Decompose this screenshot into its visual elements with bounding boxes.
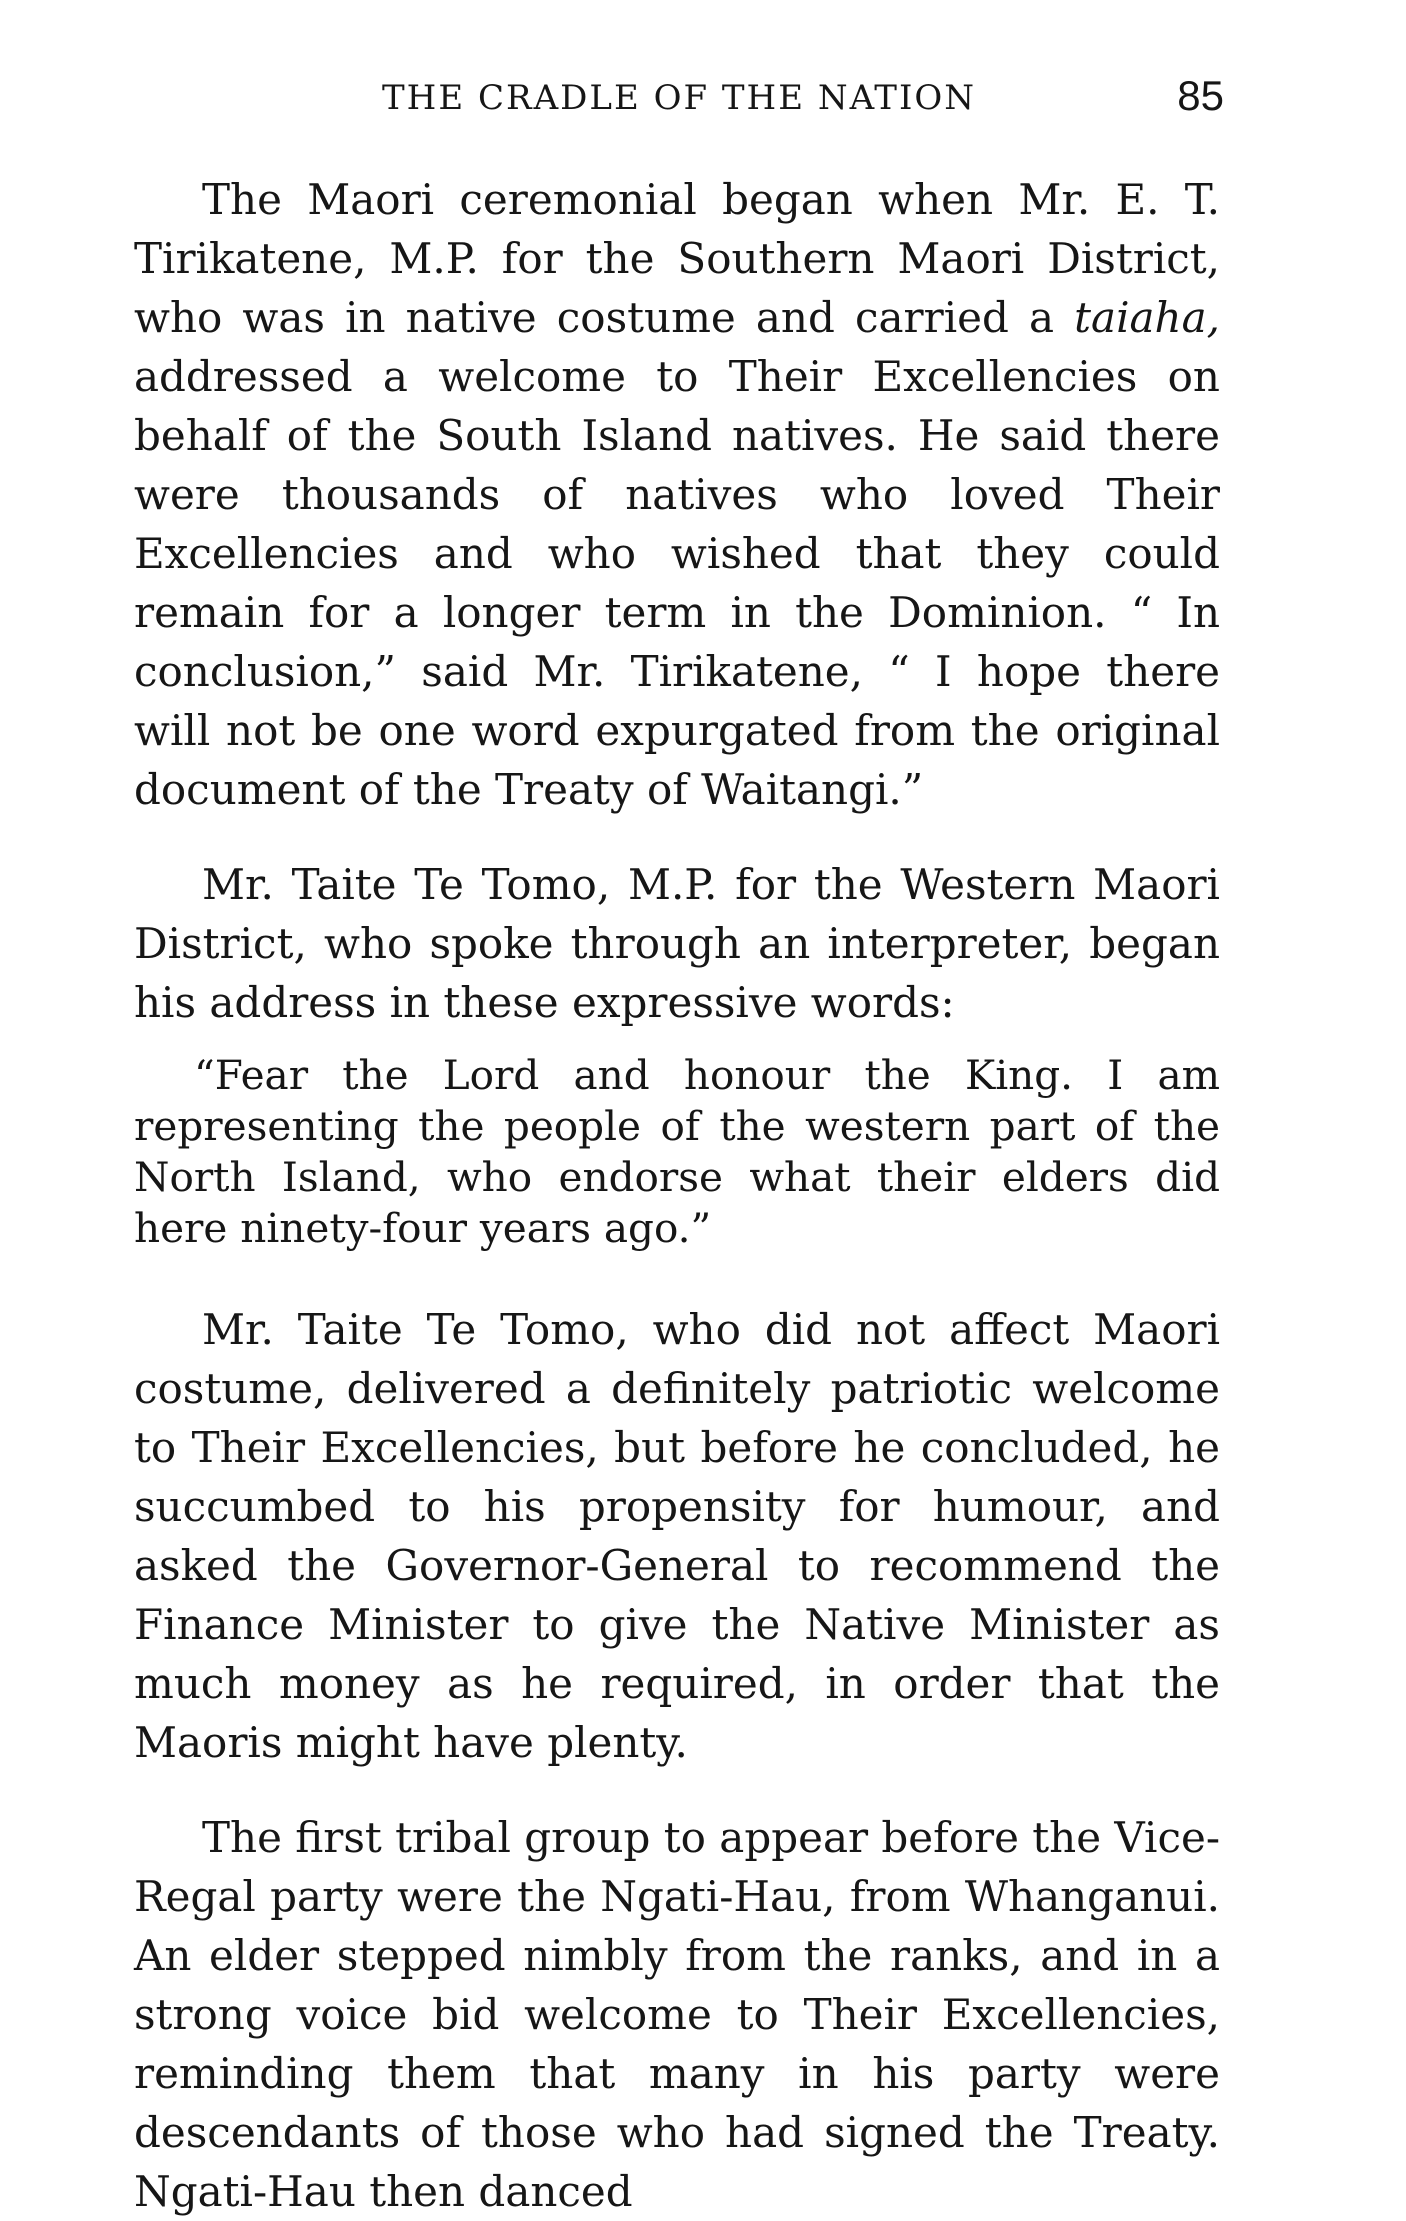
body-text xyxy=(134,170,1220,2221)
paragraph-te-tomo-welcome: Mr. Taite Te Tomo, who did not affect Maori costume, delivered a definitely patriotic welcome to Their Excellencies, but before he concluded, he succumbed to his propensity for humour, and asked the Governor-General to recommend the Finance Minister to give the Native Minister as much money as he required, in order that the Maoris might have plenty. xyxy=(134,1305,1220,1767)
taiaha-term: taiaha, xyxy=(1074,293,1220,342)
paragraph-tirikatene xyxy=(134,170,1220,819)
page-number: 85 xyxy=(1177,72,1224,119)
paragraph-tirikatene-text-start: The Maori ceremonial began when Mr. E. T. Tirikatene, M.P. for the Southern Maori District, who was in native costume and carried a xyxy=(134,175,1220,342)
block-quote: “Fear the Lord and honour the King. I am representing the people of the western part of the North Island, who endorse what their elders did here ninety-four years ago.” xyxy=(134,1051,1220,1252)
paragraph-te-tomo-intro: Mr. Taite Te Tomo, M.P. for the Western Maori District, who spoke through an interpreter, began his address in these expressive words: xyxy=(134,860,1220,1027)
running-title: THE CRADLE OF THE NATION xyxy=(382,78,976,118)
paragraph-ngati-hau: The first tribal group to appear before the Vice-Regal party were the Ngati-Hau, from Whanganui. An elder stepped nimbly from the ranks, and in a strong voice bid welcome to Their Excellencies, reminding them that many in his party were descendants of those who had signed the Treaty. Ngati-Hau then danced xyxy=(134,1813,1221,2216)
page-header xyxy=(0,72,1406,132)
paragraph-tirikatene-text-end: addressed a welcome to Their Excellencies on behalf of the South Island natives. He said there were thousands of natives who loved Their Excellencies and who wished that they could remain for a longer term in the Dominion. “ In conclusion,” said Mr. Tirikatene, “ I hope there will not be one word expurgated from the original document of the Treaty of Waitangi.” xyxy=(134,352,1220,814)
